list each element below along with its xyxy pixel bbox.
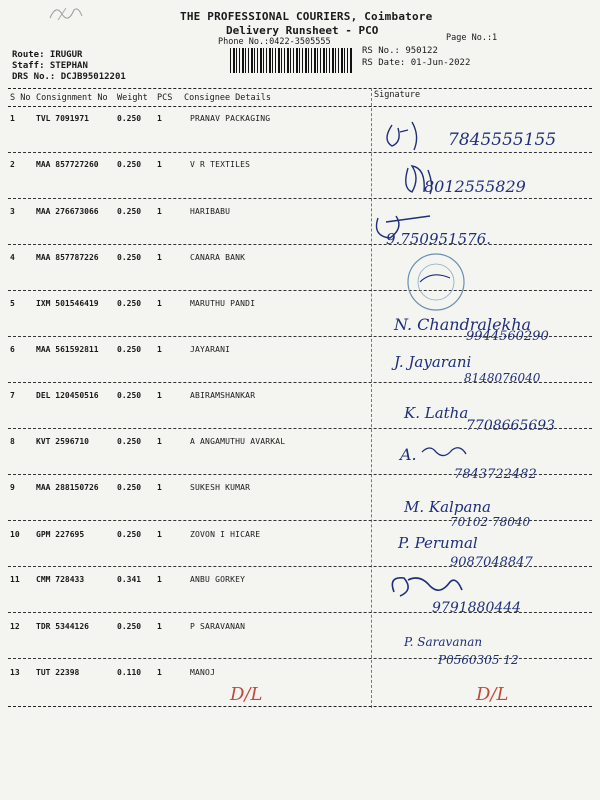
table-row: 3 MAA 276673066 0.250 1 HARIBABU [10, 207, 231, 216]
table-row: 11 CMM 728433 0.341 1 ANBU GORKEY [10, 575, 246, 584]
col-signature: Signature [374, 90, 421, 100]
signature-r10-phone: 9087048847 [450, 555, 533, 570]
signature-r12-name: P. Saravanan [404, 635, 483, 649]
signature-r5-phone: 9944560290 [466, 329, 549, 344]
signature-r6-phone: 8148076040 [464, 371, 541, 385]
signature-r9-name: M. Kalpana [404, 498, 491, 516]
table-row: 1 TVL 7091971 0.250 1 PRANAV PACKAGING [10, 114, 271, 123]
signature-r3-phone: 9.750951576. [386, 230, 491, 248]
signature-r2-phone: 8012555829 [424, 177, 526, 196]
table-row: 13 TUT 22398 0.110 1 MANOJ [10, 668, 216, 677]
runsheet-subtitle: Delivery Runsheet - PCO [226, 24, 379, 37]
table-header [8, 88, 592, 106]
signature-r9-phone: 70102 78040 [450, 515, 531, 529]
row-divider [8, 612, 592, 613]
row-divider [8, 244, 592, 245]
signature-r7-name: K. Latha [404, 404, 469, 422]
table-row: 5 IXM 501546419 0.250 1 MARUTHU PANDI [10, 299, 256, 308]
rs-number: RS No.: 950122 [362, 46, 438, 56]
route-label: Route: IRUGUR [12, 50, 83, 60]
dl-mark-right: D/L [476, 684, 509, 705]
col-pcs: PCS [157, 93, 173, 103]
table-row: 6 MAA 561592811 0.250 1 JAYARANI [10, 345, 231, 354]
row-divider [8, 428, 592, 429]
rs-date: RS Date: 01-Jun-2022 [362, 58, 471, 68]
company-title: THE PROFESSIONAL COURIERS, Coimbatore [180, 10, 433, 23]
phone-number: Phone No.:0422-3505555 [218, 37, 331, 47]
signature-r8-name: A. [400, 445, 417, 464]
row-divider [8, 198, 592, 199]
row-divider [8, 566, 592, 567]
table-bottom-rule [8, 706, 592, 707]
drs-number: DRS No.: DCJB95012201 [12, 72, 126, 82]
signature-r7-phone: 7708665693 [466, 418, 556, 434]
col-weight: Weight [117, 93, 148, 103]
signature-r12-phone: P0560305 12 [438, 653, 519, 667]
row-divider [8, 336, 592, 337]
signature-r5-name: N. Chandralekha [394, 315, 532, 334]
signature-r11-phone: 9791880444 [432, 600, 522, 616]
table-row: 7 DEL 120450516 0.250 1 ABIRAMSHANKAR [10, 391, 256, 400]
staff-label: Staff: STEPHAN [12, 61, 88, 71]
signature-r1-phone: 7845555155 [448, 130, 557, 150]
corner-scribble [48, 2, 88, 24]
row-divider [8, 152, 592, 153]
row-divider [8, 474, 592, 475]
table-row: 10 GPM 227695 0.250 1 ZOVON I HICARE [10, 530, 261, 539]
table-row: 4 MAA 857787226 0.250 1 CANARA BANK [10, 253, 246, 262]
dl-mark-left: D/L [230, 684, 263, 705]
col-sno: S No [10, 93, 31, 103]
table-row: 8 KVT 2596710 0.250 1 A ANGAMUTHU AVARKAL [10, 437, 286, 446]
signature-r8-phone: 7843722482 [454, 467, 537, 482]
table-row: 9 MAA 288150726 0.250 1 SUKESH KUMAR [10, 483, 251, 492]
table-row: 12 TDR 5344126 0.250 1 P SARAVANAN [10, 622, 246, 631]
row-divider [8, 658, 592, 659]
table-row: 2 MAA 857727260 0.250 1 V R TEXTILES [10, 160, 251, 169]
signature-r10-name: P. Perumal [398, 534, 478, 552]
col-consignment: Consignment No [36, 93, 108, 103]
barcode [230, 48, 352, 73]
row-divider [8, 290, 592, 291]
page-number: Page No.:1 [446, 33, 498, 43]
row-divider [8, 520, 592, 521]
row-divider [8, 382, 592, 383]
signature-r6-name: J. Jayarani [394, 353, 472, 371]
table-header-rule [8, 106, 592, 107]
col-details: Consignee Details [184, 93, 271, 103]
